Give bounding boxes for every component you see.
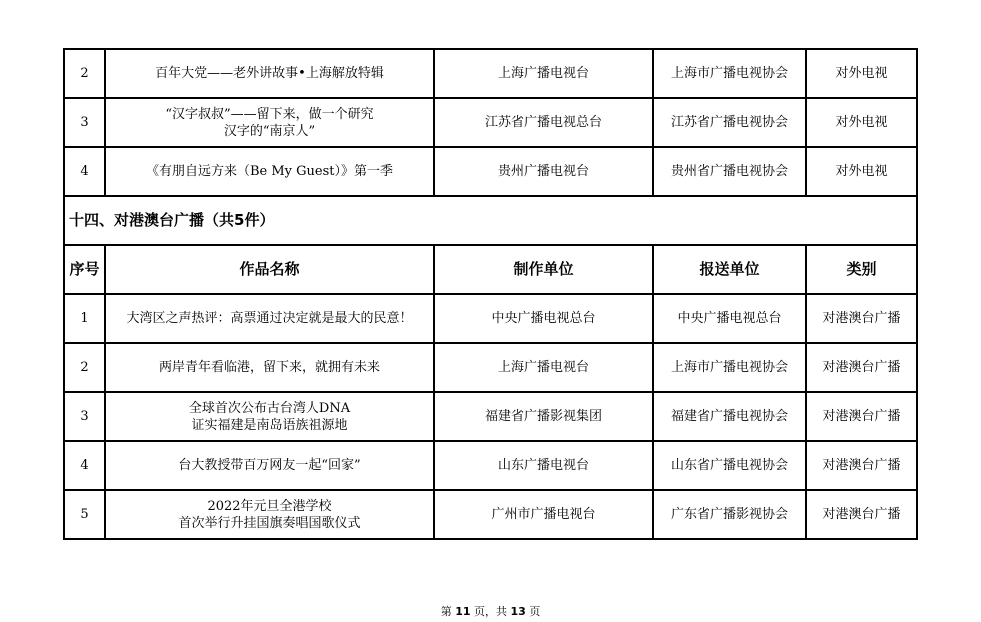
cell-producer: 贵州广播电视台: [434, 147, 653, 196]
cell-producer: 福建省广播影视集团: [434, 392, 653, 441]
cell-no: 4: [64, 441, 105, 490]
section-row: [64, 196, 917, 245]
cell-submitter: 上海市广播电视协会: [653, 343, 806, 392]
cell-category: 对港澳台广播: [806, 392, 917, 441]
footer-total-pages: 13: [510, 605, 526, 618]
cell-category: 对港澳台广播: [806, 294, 917, 343]
cell-submitter: 山东省广播电视协会: [653, 441, 806, 490]
cell-category: 对外电视: [806, 49, 917, 98]
table-row: [64, 294, 917, 343]
cell-title: “汉字叔叔”——留下来，做一个研究 汉字的“南京人”: [105, 98, 434, 147]
header-title: 作品名称: [105, 245, 434, 294]
cell-submitter: 广东省广播影视协会: [653, 490, 806, 539]
footer-middle: 页，共: [474, 605, 507, 618]
header-submitter: 报送单位: [653, 245, 806, 294]
cell-submitter: 福建省广播电视协会: [653, 392, 806, 441]
cell-title: 两岸青年看临港，留下来，就拥有未来: [105, 343, 434, 392]
cell-submitter: 江苏省广播电视协会: [653, 98, 806, 147]
header-producer: 制作单位: [434, 245, 653, 294]
cell-title: 台大教授带百万网友一起“回家”: [105, 441, 434, 490]
table-row: [64, 147, 917, 196]
cell-no: 4: [64, 147, 105, 196]
footer-suffix: 页: [529, 605, 541, 618]
cell-title: 2022年元旦全港学校 首次举行升挂国旗奏唱国歌仪式: [105, 490, 434, 539]
cell-submitter: 中央广播电视总台: [653, 294, 806, 343]
page-footer: [0, 603, 981, 619]
cell-producer: 中央广播电视总台: [434, 294, 653, 343]
cell-title: 大湾区之声热评：高票通过决定就是最大的民意！: [105, 294, 434, 343]
cell-category: 对外电视: [806, 98, 917, 147]
cell-category: 对港澳台广播: [806, 441, 917, 490]
cell-no: 3: [64, 98, 105, 147]
cell-producer: 上海广播电视台: [434, 343, 653, 392]
cell-no: 2: [64, 49, 105, 98]
header-category: 类别: [806, 245, 917, 294]
table-row: [64, 490, 917, 539]
cell-no: 1: [64, 294, 105, 343]
cell-no: 3: [64, 392, 105, 441]
cell-producer: 山东广播电视台: [434, 441, 653, 490]
header-no: 序号: [64, 245, 105, 294]
cell-submitter: 上海市广播电视协会: [653, 49, 806, 98]
cell-title: 百年大党——老外讲故事•上海解放特辑: [105, 49, 434, 98]
header-row: [64, 245, 917, 294]
table-row: [64, 392, 917, 441]
cell-title: 全球首次公布古台湾人DNA 证实福建是南岛语族祖源地: [105, 392, 434, 441]
table-row: [64, 98, 917, 147]
cell-submitter: 贵州省广播电视协会: [653, 147, 806, 196]
cell-title: 《有朋自远方来（Be My Guest）》第一季: [105, 147, 434, 196]
table-row: [64, 49, 917, 98]
cell-category: 对港澳台广播: [806, 490, 917, 539]
footer-page-number: 11: [455, 605, 471, 618]
table-row: [64, 441, 917, 490]
table-row: [64, 343, 917, 392]
cell-producer: 广州市广播电视台: [434, 490, 653, 539]
cell-category: 对港澳台广播: [806, 343, 917, 392]
cell-no: 2: [64, 343, 105, 392]
award-table: [63, 48, 918, 540]
cell-producer: 上海广播电视台: [434, 49, 653, 98]
cell-category: 对外电视: [806, 147, 917, 196]
footer-prefix: 第: [440, 605, 452, 618]
section-title: 十四、对港澳台广播（共5件）: [64, 196, 917, 245]
cell-no: 5: [64, 490, 105, 539]
cell-producer: 江苏省广播电视总台: [434, 98, 653, 147]
